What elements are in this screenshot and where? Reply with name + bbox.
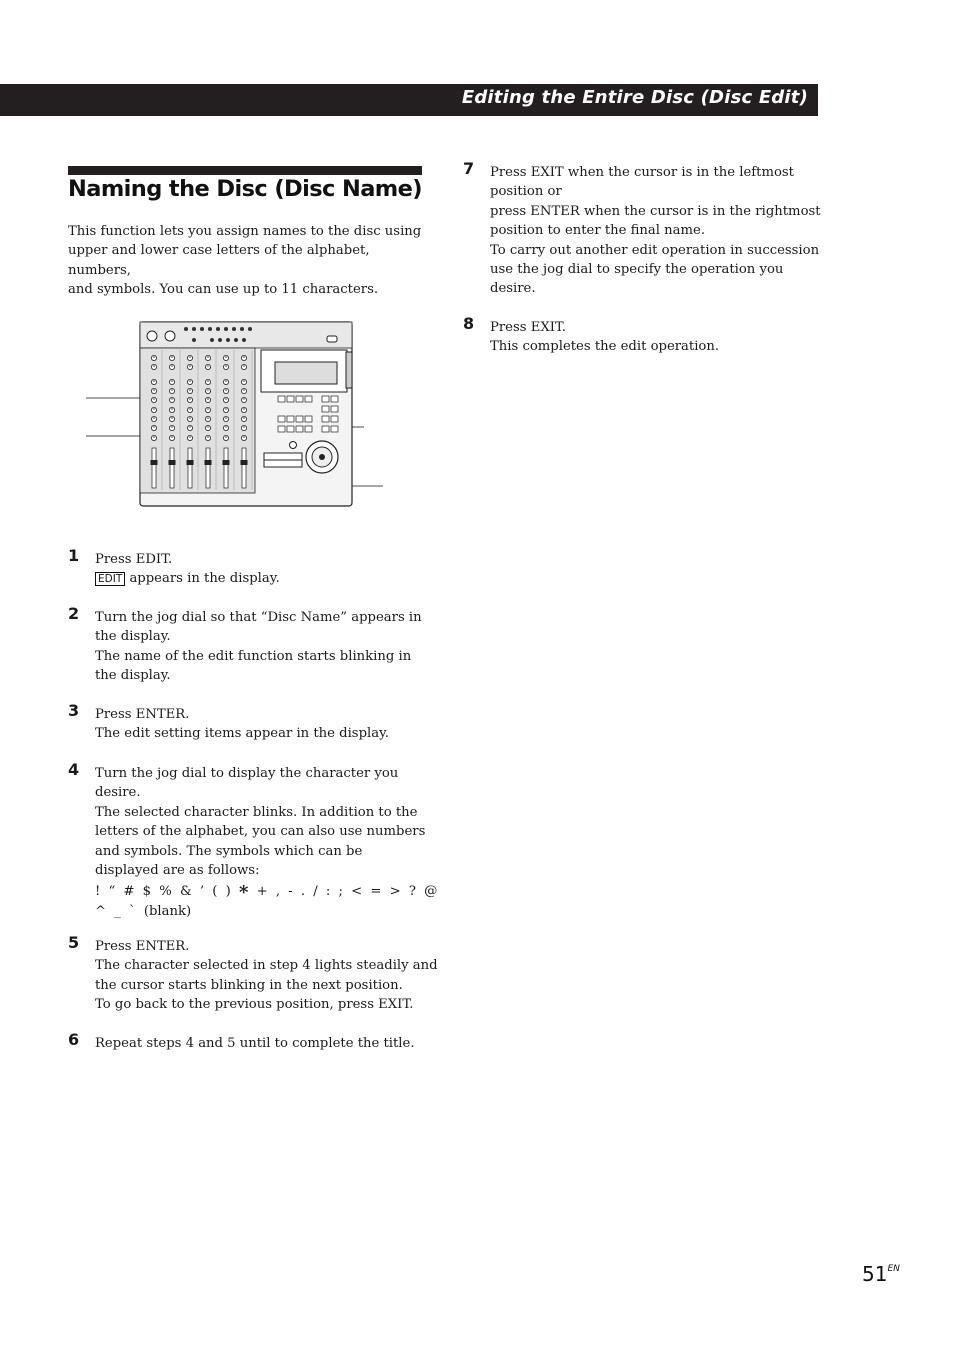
step-line: Repeat steps 4 and 5 until to complete the title. [95, 1036, 415, 1051]
step-line: and symbols. The symbols which can be [95, 843, 363, 859]
step-line: position to enter the final name. [490, 223, 706, 239]
step-line: the display. [95, 629, 171, 645]
step-line: use the jog dial to specify the operation you [490, 262, 784, 278]
step-text [95, 764, 437, 921]
step-number: 7 [463, 159, 475, 178]
step-line: The edit setting items appear in the display. [95, 726, 389, 742]
step-line: desire. [95, 785, 141, 801]
symbols-part: + , - . / : ; < = > ? @ [256, 884, 438, 900]
step-number: 6 [68, 1030, 80, 1049]
step-line: Turn the jog dial to display the character you [95, 766, 399, 781]
header-bar [0, 84, 818, 116]
step-number: 1 [68, 546, 80, 565]
step-line: appears in the display. [129, 571, 280, 587]
step-line: To go back to the previous position, press EXIT. [95, 997, 414, 1013]
step-line: the display. [95, 668, 171, 684]
header-title: Editing the Entire Disc (Disc Edit) [461, 87, 808, 108]
step-line: displayed are as follows: [95, 863, 260, 879]
step-line: The character selected in step 4 lights steadily and [95, 958, 438, 974]
step-line: Press ENTER. [95, 707, 190, 722]
intro-line: This function lets you assign names to the disc using [68, 224, 422, 239]
step-number: 8 [463, 314, 475, 333]
intro-line: and symbols. You can use up to 11 characters. [68, 282, 379, 298]
step-line: This completes the edit operation. [490, 339, 720, 355]
page-number-value: 51 [862, 1262, 888, 1286]
step-number: 4 [68, 760, 80, 779]
step-line: desire. [490, 281, 536, 297]
symbol-asterisk: * [238, 882, 249, 904]
step-line: letters of the alphabet, you can also use numbers [95, 824, 426, 840]
step-line: Press EXIT. [490, 320, 566, 335]
step-text [490, 163, 821, 299]
display-indicator-edit: EDIT [95, 572, 125, 586]
step-line: position or [490, 184, 562, 200]
intro-line: upper and lower case letters of the alphabet, numbers, [68, 243, 370, 278]
step-text [95, 705, 389, 744]
step-number: 5 [68, 933, 80, 952]
step-line: Press EXIT when the cursor is in the leftmost [490, 165, 794, 180]
step-line: Press ENTER. [95, 939, 190, 954]
symbols-part: ! “ # $ % & ’ ( ) [95, 884, 231, 900]
step-number: 2 [68, 604, 80, 623]
step-line: press ENTER when the cursor is in the rightmost [490, 203, 821, 219]
symbol-list [95, 880, 438, 904]
step-line: The selected character blinks. In addition to the [95, 804, 418, 820]
step-line: the cursor starts blinking in the next position. [95, 977, 403, 993]
step-text [95, 937, 438, 1015]
device-illustration [86, 320, 386, 510]
page-number [862, 1262, 900, 1286]
step-text [490, 318, 719, 357]
intro-paragraph [68, 222, 422, 300]
step-text [95, 1034, 415, 1053]
step-number: 3 [68, 701, 80, 720]
page-language-suffix: EN [887, 1264, 900, 1274]
step-line: To carry out another edit operation in succession [490, 242, 820, 258]
step-line: The name of the edit function starts blinking in [95, 648, 412, 664]
step-line: Turn the jog dial so that “Disc Name” appears in [95, 610, 422, 625]
lcd-display [275, 362, 337, 384]
step-text [95, 550, 280, 589]
symbol-list-2: ^ _ ` (blank) [95, 903, 192, 919]
mixer-panel [140, 348, 255, 493]
step-text [95, 608, 422, 686]
section-rule [68, 166, 422, 175]
section-title: Naming the Disc (Disc Name) [68, 176, 422, 202]
step-line: Press EDIT. [95, 552, 173, 567]
